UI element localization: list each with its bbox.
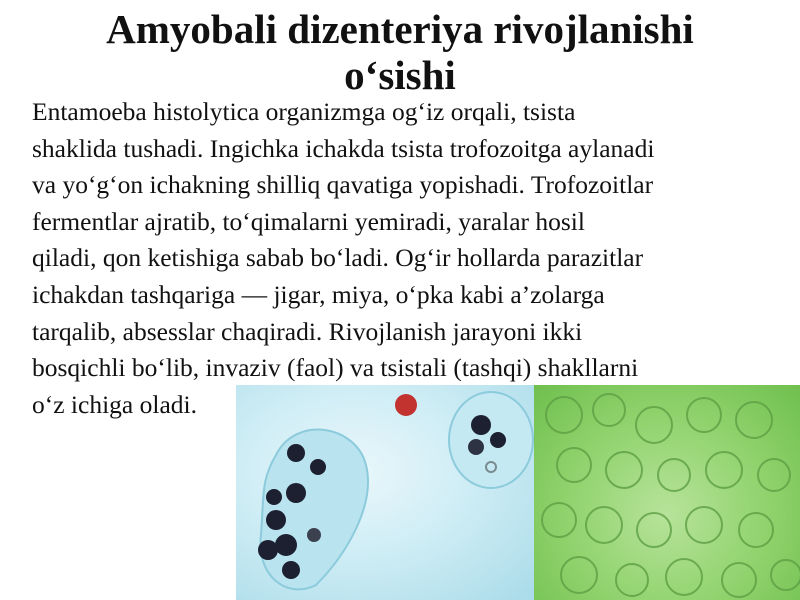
- cyst: [658, 459, 690, 491]
- slide-title: [20, 6, 780, 98]
- body-line: ichakdan tashqariga — jigar, miya, o‘pka kabi a’zolarga: [32, 279, 605, 309]
- title-line-1: Amyobali dizenteriya rivojlanishi: [106, 6, 694, 52]
- cyst: [739, 513, 773, 547]
- ingested-rbc: [258, 540, 278, 560]
- trophozoite-cell: [260, 430, 368, 590]
- body-line: Entamoeba histolytica organizmga og‘iz orqali, tsista: [32, 97, 576, 126]
- title-line-2: o‘sishi: [344, 52, 456, 98]
- ingested-rbc: [310, 459, 326, 475]
- body-line: shaklida tushadi. Ingichka ichakda tsista trofozoitga aylanadi: [32, 133, 655, 163]
- cyst: [666, 559, 702, 595]
- cyst: [706, 452, 742, 488]
- cyst: [542, 503, 576, 537]
- ingested-rbc: [266, 489, 282, 505]
- cyst: [586, 507, 622, 543]
- cyst: [557, 448, 591, 482]
- ingested-rbc: [266, 510, 286, 530]
- body-line: qiladi, qon ketishiga sabab bo‘ladi. Og‘ir hollarda parazitlar: [32, 243, 644, 273]
- ingested-rbc: [307, 528, 321, 542]
- ingested-rbc: [287, 444, 305, 462]
- ingested-rbc: [468, 439, 484, 455]
- body-paragraph: [32, 94, 792, 423]
- cyst: [561, 557, 597, 593]
- ingested-rbc: [286, 483, 306, 503]
- cyst: [616, 564, 648, 596]
- ingested-rbc: [490, 432, 506, 448]
- body-line: fermentlar ajratib, to‘qimalarni yemiradi, yaralar hosil: [32, 206, 585, 236]
- body-line: tarqalib, absesslar chaqiradi. Rivojlanish jarayoni ikki: [32, 316, 583, 346]
- ingested-rbc: [282, 561, 300, 579]
- cyst: [637, 513, 671, 547]
- body-line: va yo‘g‘on ichakning shilliq qavatiga yopishadi. Trofozoitlar: [32, 170, 654, 200]
- ingested-rbc: [275, 534, 297, 556]
- body-line: o‘z ichiga oladi.: [32, 389, 197, 419]
- cyst: [758, 459, 790, 491]
- cyst: [686, 507, 722, 543]
- cyst: [606, 452, 642, 488]
- body-line: bosqichli bo‘lib, invaziv (faol) va tsistali (tashqi) shakllarni: [32, 353, 639, 383]
- cyst: [722, 563, 756, 597]
- cyst: [771, 560, 800, 590]
